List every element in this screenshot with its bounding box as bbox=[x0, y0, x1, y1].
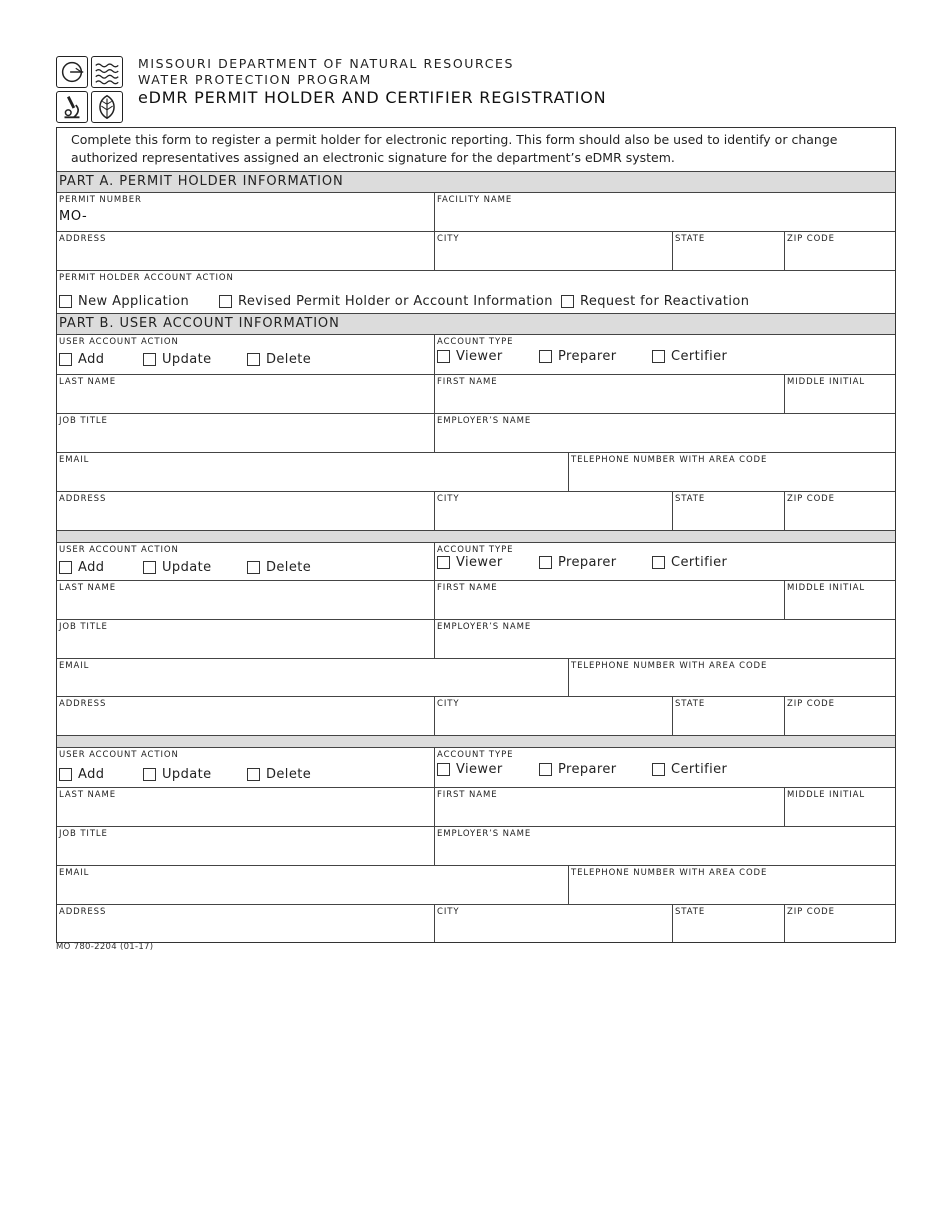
job-title-label: JOB TITLE bbox=[59, 622, 108, 632]
zip-label: ZIP CODE bbox=[787, 907, 835, 917]
user-2-address-field[interactable] bbox=[57, 697, 434, 735]
user-3-update-checkbox[interactable] bbox=[143, 768, 156, 781]
user-2-email-field[interactable] bbox=[57, 659, 568, 696]
permit-number-label: PERMIT NUMBER bbox=[59, 195, 142, 205]
user-3-contact-row bbox=[57, 865, 895, 904]
address-label: ADDRESS bbox=[59, 699, 107, 709]
form-title: eDMR PERMIT HOLDER AND CERTIFIER REGISTRATION bbox=[138, 88, 607, 107]
user-1-email-field[interactable] bbox=[57, 453, 568, 491]
user-2-first-name-field[interactable] bbox=[434, 581, 784, 619]
user-1-update-option[interactable] bbox=[143, 352, 211, 367]
user-2-certifier-option[interactable] bbox=[652, 555, 727, 570]
user-1-add-checkbox[interactable] bbox=[59, 353, 72, 366]
last-name-label: LAST NAME bbox=[59, 583, 117, 593]
state-label: STATE bbox=[675, 907, 706, 917]
user-3-action-row bbox=[57, 747, 895, 787]
user-1-certifier-checkbox[interactable] bbox=[652, 350, 665, 363]
first-name-label: FIRST NAME bbox=[437, 583, 498, 593]
user-2-preparer-checkbox[interactable] bbox=[539, 556, 552, 569]
user-1-city-field[interactable] bbox=[434, 492, 672, 530]
first-name-label: FIRST NAME bbox=[437, 790, 498, 800]
telephone-label: TELEPHONE NUMBER WITH AREA CODE bbox=[571, 455, 768, 465]
user-1-job-row bbox=[57, 413, 895, 452]
first-name-label: FIRST NAME bbox=[437, 377, 498, 387]
viewer-label: Viewer bbox=[456, 555, 503, 570]
viewer-label: Viewer bbox=[456, 762, 503, 777]
user-1-first-name-field[interactable] bbox=[434, 375, 784, 413]
employer-label: EMPLOYER’S NAME bbox=[437, 416, 532, 426]
user-3-certifier-option[interactable] bbox=[652, 762, 727, 777]
user-2-delete-option[interactable] bbox=[247, 560, 311, 575]
user-3-address-row bbox=[57, 904, 895, 942]
microscope-icon bbox=[56, 91, 88, 123]
user-1-preparer-checkbox[interactable] bbox=[539, 350, 552, 363]
address-label: ADDRESS bbox=[59, 234, 107, 244]
user-3-update-option[interactable] bbox=[143, 767, 211, 782]
permit-number-value: MO- bbox=[59, 209, 88, 224]
sun-icon bbox=[56, 56, 88, 88]
user-3-city-field[interactable] bbox=[434, 905, 672, 942]
new-application-label: New Application bbox=[78, 294, 190, 309]
viewer-label: Viewer bbox=[456, 349, 503, 364]
user-1-action-cell bbox=[57, 335, 434, 374]
user-3-name-row bbox=[57, 787, 895, 826]
user-2-action-row bbox=[57, 542, 895, 580]
user-1-telephone-field[interactable] bbox=[568, 453, 895, 491]
user-3-state-field[interactable] bbox=[672, 905, 784, 942]
user-2-name-row bbox=[57, 580, 895, 619]
delete-label: Delete bbox=[266, 767, 312, 782]
user-3-type-cell bbox=[434, 748, 895, 787]
email-label: EMAIL bbox=[59, 661, 90, 671]
form-header bbox=[56, 56, 896, 124]
facility-name-label: FACILITY NAME bbox=[437, 195, 513, 205]
city-label: CITY bbox=[437, 234, 460, 244]
middle-initial-label: MIDDLE INITIAL bbox=[787, 377, 865, 387]
new-application-checkbox[interactable] bbox=[59, 295, 72, 308]
update-label: Update bbox=[162, 560, 212, 575]
user-1-name-row bbox=[57, 374, 895, 413]
user-2-preparer-option[interactable] bbox=[539, 555, 617, 570]
user-2-telephone-field[interactable] bbox=[568, 659, 895, 696]
preparer-label: Preparer bbox=[558, 762, 617, 777]
certifier-label: Certifier bbox=[671, 762, 728, 777]
permit-zip-field[interactable] bbox=[784, 232, 895, 270]
user-3-address-field[interactable] bbox=[57, 905, 434, 942]
user-3-add-option[interactable] bbox=[59, 767, 104, 782]
user-2-middle-initial-field[interactable] bbox=[784, 581, 895, 619]
telephone-label: TELEPHONE NUMBER WITH AREA CODE bbox=[571, 868, 768, 878]
user-3-telephone-field[interactable] bbox=[568, 866, 895, 904]
new-application-option[interactable] bbox=[59, 294, 189, 309]
section-separator bbox=[57, 735, 895, 747]
zip-label: ZIP CODE bbox=[787, 699, 835, 709]
address-label: ADDRESS bbox=[59, 907, 107, 917]
last-name-label: LAST NAME bbox=[59, 790, 117, 800]
user-1-delete-option[interactable] bbox=[247, 352, 311, 367]
update-label: Update bbox=[162, 767, 212, 782]
user-2-zip-field[interactable] bbox=[784, 697, 895, 735]
permit-account-action-row bbox=[57, 270, 895, 313]
user-3-preparer-checkbox[interactable] bbox=[539, 763, 552, 776]
city-label: CITY bbox=[437, 699, 460, 709]
user-1-certifier-option[interactable] bbox=[652, 349, 727, 364]
permit-number-field[interactable] bbox=[57, 193, 434, 231]
user-2-job-title-field[interactable] bbox=[57, 620, 434, 658]
registration-form bbox=[56, 127, 896, 943]
middle-initial-label: MIDDLE INITIAL bbox=[787, 790, 865, 800]
user-2-job-row bbox=[57, 619, 895, 658]
delete-label: Delete bbox=[266, 560, 312, 575]
job-title-label: JOB TITLE bbox=[59, 416, 108, 426]
user-2-action-cell bbox=[57, 543, 434, 580]
user-1-job-title-field[interactable] bbox=[57, 414, 434, 452]
address-label: ADDRESS bbox=[59, 494, 107, 504]
certifier-label: Certifier bbox=[671, 349, 728, 364]
user-1-delete-checkbox[interactable] bbox=[247, 353, 260, 366]
intro-row bbox=[57, 128, 895, 171]
user-3-employer-field[interactable] bbox=[434, 827, 895, 865]
user-2-type-cell bbox=[434, 543, 895, 580]
user-2-employer-field[interactable] bbox=[434, 620, 895, 658]
user-1-type-cell bbox=[434, 335, 895, 374]
part-a-header bbox=[57, 171, 895, 192]
user-1-state-field[interactable] bbox=[672, 492, 784, 530]
user-1-viewer-option[interactable] bbox=[437, 349, 503, 364]
zip-label: ZIP CODE bbox=[787, 234, 835, 244]
account-type-label: ACCOUNT TYPE bbox=[437, 337, 514, 347]
user-2-certifier-checkbox[interactable] bbox=[652, 556, 665, 569]
user-3-zip-field[interactable] bbox=[784, 905, 895, 942]
permit-city-field[interactable] bbox=[434, 232, 672, 270]
preparer-label: Preparer bbox=[558, 349, 617, 364]
user-2-address-row bbox=[57, 696, 895, 735]
revised-info-label: Revised Permit Holder or Account Information bbox=[238, 294, 553, 309]
permit-address-field[interactable] bbox=[57, 232, 434, 270]
add-label: Add bbox=[78, 560, 105, 575]
middle-initial-label: MIDDLE INITIAL bbox=[787, 583, 865, 593]
reactivation-label: Request for Reactivation bbox=[580, 294, 750, 309]
update-label: Update bbox=[162, 352, 212, 367]
part-b-title: PART B. USER ACCOUNT INFORMATION bbox=[59, 316, 340, 331]
employer-label: EMPLOYER’S NAME bbox=[437, 829, 532, 839]
user-1-zip-field[interactable] bbox=[784, 492, 895, 530]
permit-row bbox=[57, 192, 895, 231]
add-label: Add bbox=[78, 352, 105, 367]
user-account-action-label: USER ACCOUNT ACTION bbox=[59, 750, 179, 760]
user-3-delete-checkbox[interactable] bbox=[247, 768, 260, 781]
organization-name bbox=[138, 56, 514, 88]
revised-info-option[interactable] bbox=[219, 294, 553, 309]
user-2-delete-checkbox[interactable] bbox=[247, 561, 260, 574]
city-label: CITY bbox=[437, 907, 460, 917]
facility-name-field[interactable] bbox=[434, 193, 895, 231]
user-3-viewer-option[interactable] bbox=[437, 762, 503, 777]
user-1-last-name-field[interactable] bbox=[57, 375, 434, 413]
user-3-email-field[interactable] bbox=[57, 866, 568, 904]
org-line-1: MISSOURI DEPARTMENT OF NATURAL RESOURCES bbox=[138, 56, 515, 71]
permit-account-action-label: PERMIT HOLDER ACCOUNT ACTION bbox=[59, 273, 234, 283]
user-1-employer-field[interactable] bbox=[434, 414, 895, 452]
reactivation-option[interactable] bbox=[561, 294, 749, 309]
user-3-preparer-option[interactable] bbox=[539, 762, 617, 777]
user-1-update-checkbox[interactable] bbox=[143, 353, 156, 366]
user-3-last-name-field[interactable] bbox=[57, 788, 434, 826]
preparer-label: Preparer bbox=[558, 555, 617, 570]
dnr-logo bbox=[56, 56, 124, 124]
user-3-first-name-field[interactable] bbox=[434, 788, 784, 826]
user-1-address-row bbox=[57, 491, 895, 530]
intro-text: Complete this form to register a permit holder for electronic reporting. This form should also be used to identify or change authorized representatives assigned an electronic signature for the department’s eDMR system. bbox=[71, 132, 838, 165]
user-2-state-field[interactable] bbox=[672, 697, 784, 735]
user-1-preparer-option[interactable] bbox=[539, 349, 617, 364]
user-2-city-field[interactable] bbox=[434, 697, 672, 735]
permit-state-field[interactable] bbox=[672, 232, 784, 270]
user-account-action-label: USER ACCOUNT ACTION bbox=[59, 337, 179, 347]
state-label: STATE bbox=[675, 494, 706, 504]
add-label: Add bbox=[78, 767, 105, 782]
user-2-viewer-checkbox[interactable] bbox=[437, 556, 450, 569]
city-label: CITY bbox=[437, 494, 460, 504]
user-2-update-option[interactable] bbox=[143, 560, 211, 575]
org-line-2: WATER PROTECTION PROGRAM bbox=[138, 72, 372, 87]
employer-label: EMPLOYER’S NAME bbox=[437, 622, 532, 632]
part-b-header bbox=[57, 313, 895, 334]
user-account-action-label: USER ACCOUNT ACTION bbox=[59, 545, 179, 555]
user-1-add-option[interactable] bbox=[59, 352, 104, 367]
state-label: STATE bbox=[675, 234, 706, 244]
job-title-label: JOB TITLE bbox=[59, 829, 108, 839]
email-label: EMAIL bbox=[59, 455, 90, 465]
part-a-title: PART A. PERMIT HOLDER INFORMATION bbox=[59, 174, 344, 189]
user-2-add-checkbox[interactable] bbox=[59, 561, 72, 574]
user-1-middle-initial-field[interactable] bbox=[784, 375, 895, 413]
user-1-action-row bbox=[57, 334, 895, 374]
user-3-delete-option[interactable] bbox=[247, 767, 311, 782]
revised-info-checkbox[interactable] bbox=[219, 295, 232, 308]
user-3-job-row bbox=[57, 826, 895, 865]
user-3-certifier-checkbox[interactable] bbox=[652, 763, 665, 776]
user-2-last-name-field[interactable] bbox=[57, 581, 434, 619]
account-type-label: ACCOUNT TYPE bbox=[437, 545, 514, 555]
user-1-address-field[interactable] bbox=[57, 492, 434, 530]
delete-label: Delete bbox=[266, 352, 312, 367]
state-label: STATE bbox=[675, 699, 706, 709]
user-3-middle-initial-field[interactable] bbox=[784, 788, 895, 826]
user-3-viewer-checkbox[interactable] bbox=[437, 763, 450, 776]
permit-address-row bbox=[57, 231, 895, 270]
reactivation-checkbox[interactable] bbox=[561, 295, 574, 308]
user-1-viewer-checkbox[interactable] bbox=[437, 350, 450, 363]
user-3-job-title-field[interactable] bbox=[57, 827, 434, 865]
leaf-icon bbox=[91, 91, 123, 123]
user-1-contact-row bbox=[57, 452, 895, 491]
user-2-viewer-option[interactable] bbox=[437, 555, 503, 570]
certifier-label: Certifier bbox=[671, 555, 728, 570]
user-2-add-option[interactable] bbox=[59, 560, 104, 575]
telephone-label: TELEPHONE NUMBER WITH AREA CODE bbox=[571, 661, 768, 671]
zip-label: ZIP CODE bbox=[787, 494, 835, 504]
email-label: EMAIL bbox=[59, 868, 90, 878]
section-separator bbox=[57, 530, 895, 542]
account-type-label: ACCOUNT TYPE bbox=[437, 750, 514, 760]
user-3-action-cell bbox=[57, 748, 434, 787]
last-name-label: LAST NAME bbox=[59, 377, 117, 387]
user-2-contact-row bbox=[57, 658, 895, 696]
user-3-add-checkbox[interactable] bbox=[59, 768, 72, 781]
water-waves-icon bbox=[91, 56, 123, 88]
user-2-update-checkbox[interactable] bbox=[143, 561, 156, 574]
form-number: MO 780-2204 (01-17) bbox=[56, 942, 154, 952]
